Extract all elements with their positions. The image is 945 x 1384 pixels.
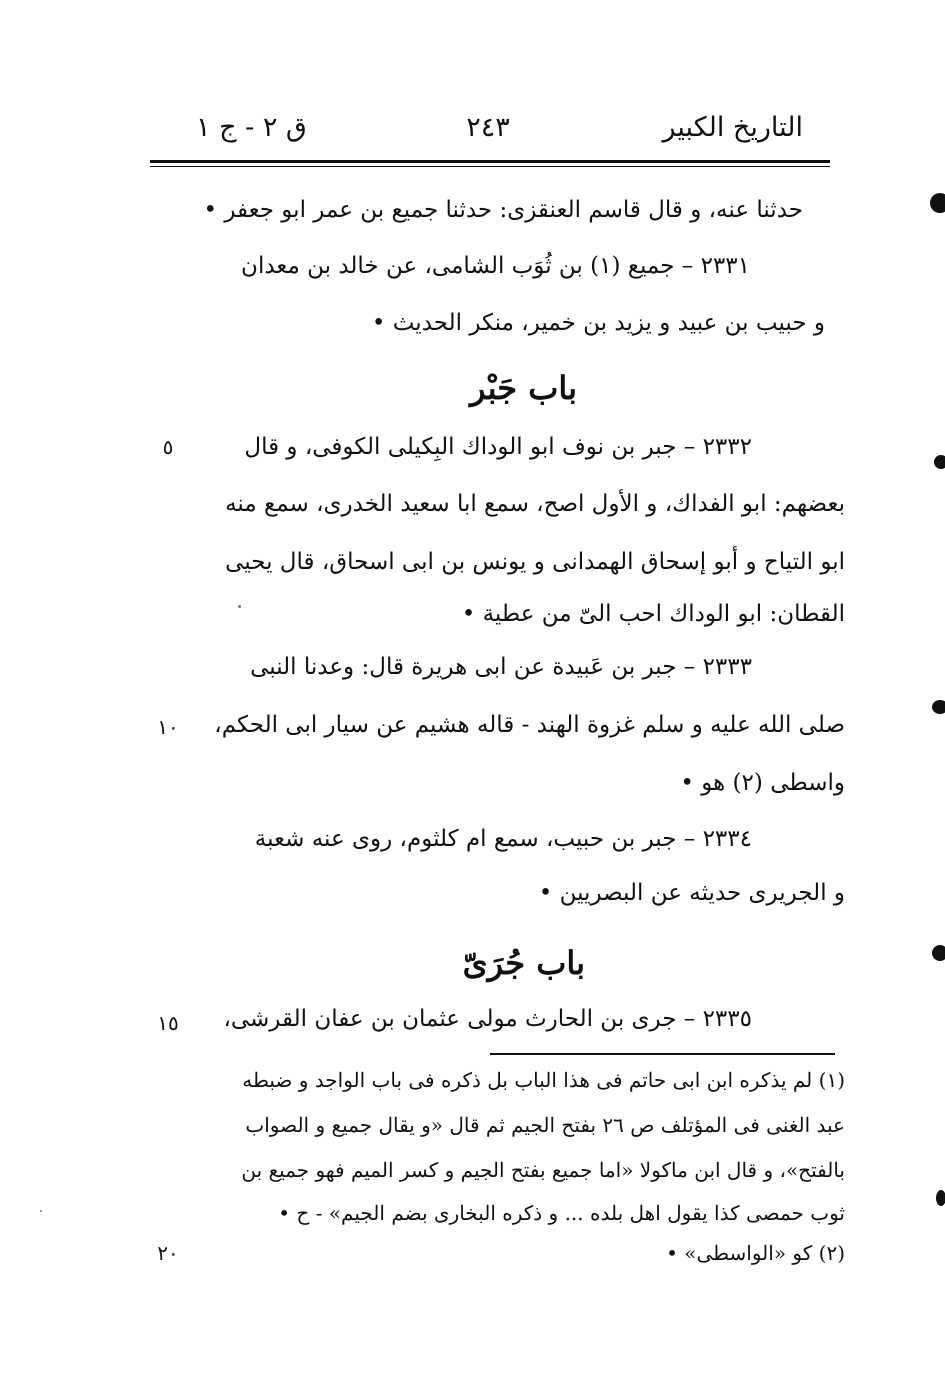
binding-hole-mark [932, 945, 945, 961]
page-number: ٢٤٣ [466, 112, 510, 143]
text-line-10: واسطى (٢) هو • [680, 770, 845, 796]
binding-hole-mark [932, 700, 945, 714]
running-title: التاريخ الكبير [662, 112, 803, 143]
footnote-1-line-4: ثوب حمصى كذا يقول اهل بلده ... و ذكره البخارى بضم الجيم» - ح • [278, 1201, 845, 1225]
footnote-1-line-3: بالفتح»، و قال ابن ماكولا «اما جميع بفتح الجيم و كسر الميم فهو جميع بن [241, 1158, 845, 1182]
header-rule-thin [150, 166, 830, 167]
volume-reference: ق ٢ - ج ١ [196, 112, 307, 143]
binding-hole-mark [930, 193, 945, 213]
text-line-6: ابو التياح و أبو إسحاق الهمدانى و يونس بن ابى اسحاق، قال يحيى [225, 549, 845, 575]
text-line-9: صلى الله عليه و سلم غزوة الهند - قاله هشيم عن سيار ابى الحكم، [214, 712, 845, 738]
footnote-1-line-2: عبد الغنى فى المؤتلف ص ٢٦ بفتح الجيم ثم قال «و يقال جميع و الصواب [245, 1113, 845, 1137]
binding-hole-mark [936, 1190, 945, 1206]
footnote-1-line-1: (١) لم يذكره ابن ابى حاتم فى هذا الباب بل ذكره فى باب الواجد و ضبطه [242, 1068, 845, 1092]
entry-2332: ٢٣٣٢ – جبر بن نوف ابو الوداك البِكيلى الكوفى، و قال [244, 434, 752, 460]
entry-2333: ٢٣٣٣ – جبر بن عَبيدة عن ابى هريرة قال: وعدنا النبى [250, 654, 752, 680]
section-heading-jabr: باب جَبْر [469, 369, 577, 407]
scan-speck [40, 1210, 42, 1212]
scan-speck [238, 605, 241, 608]
line-number-15: ١٥ [157, 1011, 179, 1035]
entry-2334: ٢٣٣٤ – جبر بن حبيب، سمع ام كلثوم، روى عنه شعبة [254, 826, 752, 852]
line-number-5: ٥ [162, 435, 174, 459]
entry-2335: ٢٣٣٥ – جرى بن الحارث مولى عثمان بن عفان القرشى، [223, 1006, 752, 1032]
header-rule-thick [150, 160, 830, 163]
text-line-7: القطان: ابو الوداك احب الىّ من عطية • [461, 601, 845, 627]
line-number-20: ٢٠ [157, 1241, 179, 1265]
text-line-5: بعضهم: ابو الفداك، و الأول اصح، سمع ابا سعيد الخدرى، سمع منه [225, 491, 845, 517]
entry-2331: ٢٣٣١ – جميع (١) بن ثُوَب الشامى، عن خالد بن معدان [241, 253, 750, 279]
footnote-2: (٢) كو «الواسطى» • [666, 1241, 845, 1265]
section-heading-jari: باب جُرَىّ [462, 944, 585, 982]
footnote-separator [490, 1053, 835, 1055]
text-line-1: حدثنا عنه، و قال قاسم العنقزى: حدثنا جميع بن عمر ابو جعفر • [203, 197, 803, 223]
text-line-3: و حبيب بن عبيد و يزيد بن خمير، منكر الحديث • [371, 310, 825, 336]
line-number-10: ١٠ [157, 715, 179, 739]
text-line-12: و الجريرى حديثه عن البصريين • [538, 880, 845, 906]
binding-hole-mark [934, 455, 945, 469]
